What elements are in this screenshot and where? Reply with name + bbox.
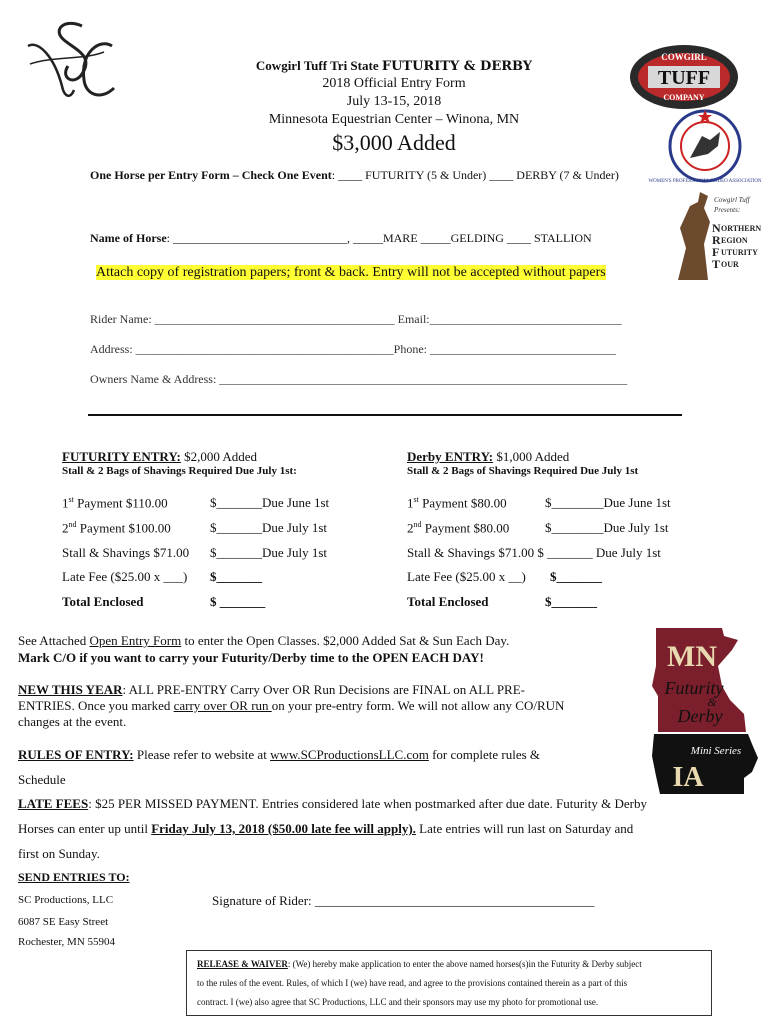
derby-added: $1,000 Added (493, 449, 570, 464)
late-fees-line-2 (18, 821, 633, 837)
nrft-word-3: UTURITY (721, 248, 758, 257)
derby-late-amount: $_______ (550, 569, 602, 584)
derby-payment-2-due: $________Due July 1st (545, 520, 669, 535)
rules-text-2: for complete rules & (428, 747, 541, 762)
derby-total-amount: $_______ (545, 594, 597, 609)
new-this-year-line-2 (18, 698, 564, 714)
derby-heading (407, 449, 569, 465)
derby-payment-1-label: Payment $80.00 (422, 495, 507, 511)
presents-text-1: Cowgirl Tuff (714, 196, 750, 204)
carry-over-note: Mark C/O if you want to carry your Futurity/Derby time to the OPEN EACH DAY! (18, 650, 484, 665)
new-this-year-line-1 (18, 682, 525, 698)
website-link[interactable]: www.SCProductionsLLC.com (270, 747, 429, 762)
title-part-1: Cowgirl Tuff Tri State (255, 58, 382, 73)
mn-ia-futurity-derby-logo (626, 626, 762, 796)
rider-signature: Signature of Rider: ___________________________________________ (212, 893, 595, 908)
nrft-initial-t: T (712, 257, 721, 271)
ordinal-2-sup: nd (413, 520, 422, 529)
nrft-word-2: EGION (721, 236, 748, 245)
rules-text: Please refer to website at (133, 747, 271, 762)
new-this-year-text-1: : ALL PRE-ENTRY Carry Over OR Run Decisions are FINAL on ALL PRE- (122, 682, 525, 697)
wpra-logo (648, 106, 762, 186)
sc-monogram-logo (24, 16, 124, 108)
cowgirl-tuff-logo (628, 42, 740, 112)
ia-text: IA (672, 762, 704, 793)
wpra-text: WOMEN'S PROFESSIONAL RODEO ASSOCIATION (648, 179, 762, 184)
futurity-added: $2,000 Added (180, 449, 258, 464)
futurity-payment-2-label: Payment $100.00 (79, 520, 171, 536)
ordinal-1: 1 (407, 495, 414, 511)
futurity-late-amount: $_______ (210, 569, 262, 584)
form-subtitle: 2018 Official Entry Form (322, 76, 466, 91)
nrft-initial-n: N (712, 221, 721, 235)
mn-text: MN (667, 640, 717, 673)
rider-field: Rider Name: ________________________________________ Email:________________________________ (90, 312, 622, 326)
open-entry-post: to enter the Open Classes. $2,000 Added Sat & Sun Each Day. (181, 633, 510, 648)
open-entry-pre: See Attached (18, 633, 90, 648)
futurity-late-fee: Late Fee ($25.00 x ___) (62, 569, 188, 584)
ordinal-1-sup: st (68, 495, 74, 504)
derby-total: Total Enclosed (407, 594, 489, 609)
presents-text-2: Presents: (714, 206, 741, 214)
horse-line (90, 231, 592, 246)
ordinal-2-sup: nd (68, 520, 77, 529)
horse-label: Name of Horse (90, 231, 167, 245)
series-script: Mini Series (690, 745, 742, 757)
event-title (196, 58, 592, 74)
futurity-stall-note: Stall & 2 Bags of Shavings Required Due July 1st: (62, 465, 297, 477)
section-divider (88, 414, 682, 416)
title-part-2: FUTURITY & DERBY (381, 59, 533, 74)
event-choice-label: One Horse per Entry Form – Check One Event (90, 168, 332, 182)
send-entries-label: SEND ENTRIES TO: (18, 870, 130, 884)
derby-stall: Stall & Shavings $71.00 $ _______ Due July 1st (407, 545, 661, 560)
late-fees-text-2b: Late entries will run last on Saturday and (415, 821, 634, 836)
event-choice-line (90, 168, 619, 183)
waiver-label: RELEASE & WAIVER (197, 959, 288, 969)
send-street: 6087 SE Easy Street (18, 916, 109, 928)
waiver-text-1: : (We) hereby make application to enter the above named horses(s)in the Futurity & Derby subject (287, 959, 642, 969)
send-name: SC Productions, LLC (18, 894, 114, 906)
new-this-year-underlined: carry over OR run (173, 698, 272, 713)
event-location: Minnesota Equestrian Center – Winona, MN (268, 112, 520, 127)
derby-title: Derby ENTRY: (407, 449, 494, 464)
futurity-payment-2-due: $_______Due July 1st (210, 520, 327, 535)
futurity-total-amount: $ _______ (210, 594, 266, 609)
horse-fields: : _____________________________, _____MARE _____GELDING ____ STALLION (166, 231, 592, 245)
open-entry-line (18, 633, 509, 649)
amp-script: & (707, 695, 717, 709)
derby-payment-2 (407, 520, 509, 536)
futurity-heading (62, 449, 257, 465)
derby-stall-note: Stall & 2 Bags of Shavings Required Due July 1st (407, 465, 639, 477)
new-this-year-line-3: changes at the event. (18, 714, 127, 729)
ordinal-1-sup: st (413, 495, 419, 504)
late-fees-line-1 (18, 796, 647, 812)
nrft-initial-f: F (712, 245, 720, 259)
derby-script: Derby (677, 706, 723, 726)
futurity-payment-2 (62, 520, 171, 536)
event-choice-options: : ____ FUTURITY (5 & Under) ____ DERBY (7 & Under) (331, 168, 619, 182)
derby-payment-2-label: Payment $80.00 (424, 520, 510, 536)
late-deadline: Friday July 13, 2018 ($50.00 late fee will apply). (151, 821, 416, 836)
owner-field: Owners Name & Address: ____________________________________________________________________ (90, 372, 628, 386)
open-entry-form-link[interactable]: Open Entry Form (89, 633, 182, 648)
registration-notice (96, 265, 606, 281)
rules-schedule: Schedule (18, 772, 66, 787)
nrft-logo (664, 188, 760, 284)
ordinal-2: 2 (407, 520, 414, 536)
futurity-payment-1 (62, 495, 168, 511)
derby-late-fee: Late Fee ($25.00 x __) (407, 569, 526, 584)
waiver-line-3: contract. I (we) also agree that SC Productions, LLC and their sponsors may use my photo for promotional use. (197, 997, 599, 1007)
address-field: Address: ___________________________________________Phone: _______________________________ (90, 342, 616, 356)
new-this-year-text-2a: ENTRIES. Once you marked (18, 698, 174, 713)
waiver-line-2: to the rules of the event. Rules, of which I (we) have read, and agree to the provisions contained therein as a part of this (197, 978, 628, 988)
futurity-total: Total Enclosed (62, 594, 144, 609)
rules-label: RULES OF ENTRY: (18, 747, 134, 762)
derby-payment-1-due: $________Due June 1st (545, 495, 671, 510)
new-this-year-label: NEW THIS YEAR (18, 682, 123, 697)
late-fees-label: LATE FEES (18, 796, 89, 811)
futurity-title: FUTURITY ENTRY: (62, 449, 181, 464)
logo-text-tuff: TUFF (657, 67, 711, 89)
event-dates: July 13-15, 2018 (346, 94, 442, 109)
late-fees-line-3: first on Sunday. (18, 846, 100, 861)
late-fees-text-2a: Horses can enter up until (18, 821, 152, 836)
late-fees-text-1: : $25 PER MISSED PAYMENT. Entries considered late when postmarked after due date. Futurity & Derby (88, 796, 647, 811)
ordinal-2: 2 (62, 520, 69, 536)
added-money: $3,000 Added (332, 130, 456, 155)
registration-notice-text: Attach copy of registration papers; front & back. Entry will not be accepted without papers (96, 265, 606, 280)
ordinal-1: 1 (62, 495, 69, 511)
release-waiver-box (186, 950, 712, 1016)
rules-line (18, 747, 540, 763)
send-city: Rochester, MN 55904 (18, 936, 116, 948)
futurity-payment-1-label: Payment $110.00 (77, 495, 168, 511)
nrft-word-4: OUR (721, 260, 739, 269)
derby-payment-1 (407, 495, 507, 511)
logo-text-company: COMPANY (663, 93, 705, 102)
new-this-year-text-2b: on your pre-entry form. We will not allow any CO/RUN (271, 698, 565, 713)
futurity-payment-1-due: $_______Due June 1st (210, 495, 330, 510)
nrft-initial-r: R (712, 233, 721, 247)
futurity-stall: Stall & Shavings $71.00 (62, 545, 190, 560)
futurity-stall-due: $_______Due July 1st (210, 545, 327, 560)
logo-text-cowgirl: COWGIRL (661, 52, 707, 62)
nrft-word-1: ORTHERN (721, 224, 762, 233)
waiver-line-1 (197, 955, 701, 974)
futurity-script: Futurity (664, 678, 724, 698)
